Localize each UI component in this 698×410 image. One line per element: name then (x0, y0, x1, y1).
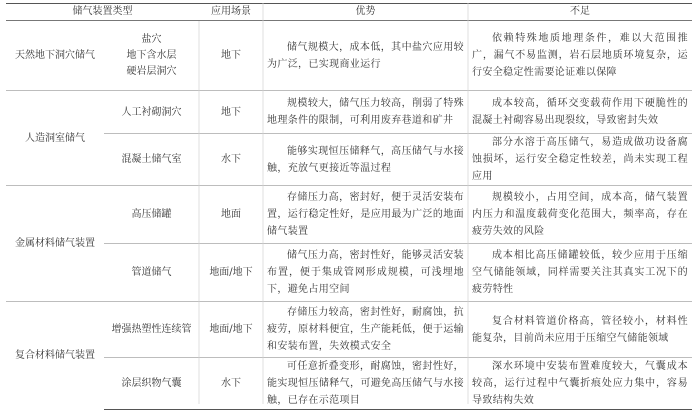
advantage-cell: 规模较大，储气压力较高，削弱了特殊地理条件的限制，可利用废弃巷道和矿井 (263, 91, 468, 134)
disadvantage-cell: 规模较小，占用空间，成本高，储气装置内压力和温度载荷变化范围大，频率高，存在疲劳失效的风险 (468, 186, 692, 244)
advantage-cell: 存储压力较高，密封性好，耐腐蚀，抗疲劳，原材料便宜，生产能耗低，便于运输和安装布置，失效模式安全 (263, 302, 468, 358)
scene-cell: 地面/地下 (199, 302, 263, 358)
scene-cell: 水下 (199, 358, 263, 410)
subtype-aquifer: 地下含水层 (126, 49, 177, 61)
subtype-concrete-chamber: 混凝土储气室 (104, 134, 199, 186)
disadvantage-cell: 成本相比高压储罐较低，较少应用于压缩空气储能领域，同样需要关注其真实工况下的疲劳特性 (468, 244, 692, 302)
advantage-cell: 能够实现恒压储释气，高压储气与水接触，充放气更接近等温过程 (263, 134, 468, 186)
subtype-salt-cavern: 盐穴 (141, 33, 162, 45)
header-storage-type: 储气装置类型 (6, 4, 199, 21)
group-artificial-cavern: 人造洞室储气 (6, 91, 104, 186)
disadvantage-cell: 复合材料管道价格高，管径较小，材料性能复杂，目前尚未应用于压缩空气储能领域 (468, 302, 692, 358)
header-scene: 应用场景 (199, 4, 263, 21)
subtype-lined-cavern: 人工衬砌洞穴 (104, 91, 199, 134)
table-row (6, 186, 692, 244)
subtype-pressure-tank: 高压储罐 (104, 186, 199, 244)
subtype-natural-list (104, 21, 199, 91)
scene-cell: 地下 (199, 21, 263, 91)
header-disadvantage: 不足 (468, 4, 692, 21)
advantage-cell: 存储压力高，密封好，便于灵活安装布置，运行稳定性好，是应用最为广泛的地面储气装置 (263, 186, 468, 244)
header-advantage: 优势 (263, 4, 468, 21)
subtype-fabric-airbag: 涂层织物气囊 (104, 358, 199, 410)
group-composite-storage: 复合材料储气装置 (6, 302, 104, 410)
table-row (6, 244, 692, 302)
group-natural-cavern: 天然地下洞穴储气 (6, 21, 104, 91)
scene-cell: 地面 (199, 186, 263, 244)
advantage-cell: 储气规模大，成本低，其中盐穴应用较为广泛，已实现商业运行 (263, 21, 468, 91)
scene-cell: 地下 (199, 91, 263, 134)
scene-cell: 地面/地下 (199, 244, 263, 302)
disadvantage-cell: 依赖特殊地质地理条件，难以大范围推广，漏气不易监测，岩石层地质环境复杂，运行安全稳定性需要论证难以保障 (468, 21, 692, 91)
table-row (6, 91, 692, 134)
table-row (6, 134, 692, 186)
disadvantage-cell: 成本较高，循环交变载荷作用下硬脆性的混凝土衬砌容易出现裂纹，导致密封失效 (468, 91, 692, 134)
group-metal-storage: 金属材料储气装置 (6, 186, 104, 302)
table-row (6, 302, 692, 358)
storage-comparison-table (6, 3, 692, 410)
subtype-pipeline-storage: 管道储气 (104, 244, 199, 302)
disadvantage-cell: 部分水溶于高压储气，易造成做功设备腐蚀损坏，运行安全稳定性较差，尚未实现工程应用 (468, 134, 692, 186)
subtype-rtp-pipe: 增强热塑性连续管 (104, 302, 199, 358)
advantage-cell: 储气压力高，密封性好，能够灵活安装布置，便于集成管网形成规模，可浅埋地下，避免占用空间 (263, 244, 468, 302)
table-row (6, 358, 692, 410)
header-row (6, 4, 692, 21)
table-row (6, 21, 692, 91)
disadvantage-cell: 深水环境中安装布置难度较大，气囊成本较高，运行过程中气囊折痕处应力集中，容易导致结构失效 (468, 358, 692, 410)
scene-cell: 水下 (199, 134, 263, 186)
subtype-hard-rock: 硬岩层洞穴 (126, 65, 177, 77)
advantage-cell: 可任意折叠变形，耐腐蚀，密封性好，能实现恒压储释气，可避免高压储气与水接触，已存在示范项目 (263, 358, 468, 410)
